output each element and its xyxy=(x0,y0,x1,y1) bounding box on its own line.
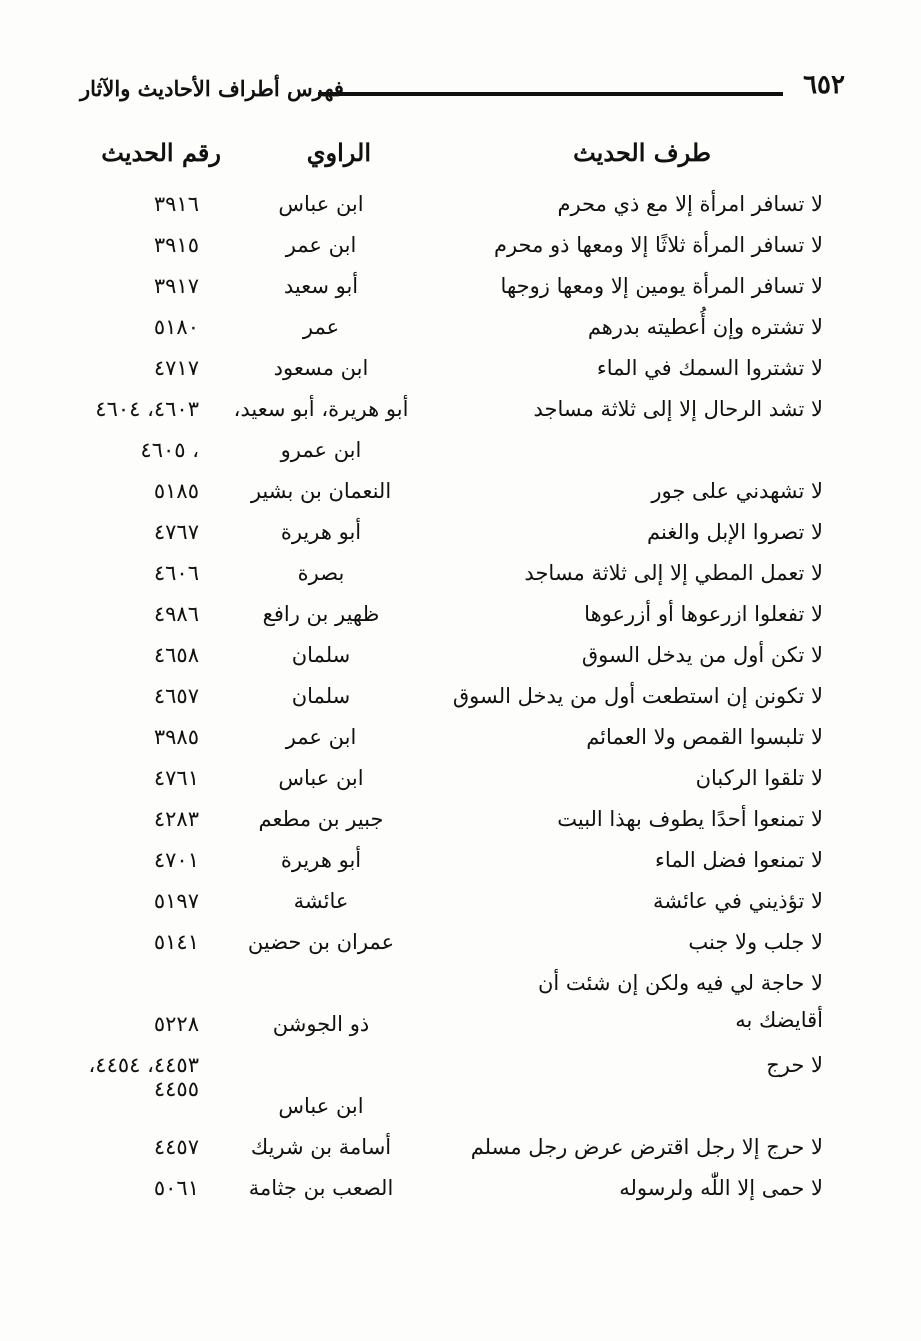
hadith-number xyxy=(154,233,199,257)
hadith-text xyxy=(597,356,823,380)
table-row xyxy=(0,641,921,682)
hadith-number-line: ٤٦٠٦ xyxy=(153,561,199,585)
narrator-name: عائشة xyxy=(293,889,349,913)
hadith-number-line: ٥١٨٥ xyxy=(153,479,199,503)
hadith-number xyxy=(95,397,199,421)
column-header-hadith: طرف الحديث xyxy=(573,138,711,167)
hadith-line: لا تسافر المرأة ثلاثًا إلا ومعها ذو محرم xyxy=(493,233,823,257)
table-row xyxy=(0,231,921,272)
narrator-name: ابن عمرو xyxy=(280,438,362,462)
narrator-name: عمران بن حضين xyxy=(247,930,395,954)
hadith-number xyxy=(154,848,199,872)
hadith-number xyxy=(154,192,199,216)
hadith-text xyxy=(588,315,823,339)
table-row xyxy=(0,559,921,600)
table-row xyxy=(0,190,921,231)
hadith-number-line: ٤٤٥٣، ٤٤٥٤، xyxy=(88,1053,199,1077)
hadith-text xyxy=(766,1053,823,1077)
table-row xyxy=(0,395,921,436)
hadith-number xyxy=(140,438,199,462)
running-head xyxy=(80,70,845,110)
table-row xyxy=(0,436,921,477)
hadith-number-line: ٤٦٥٨ xyxy=(153,643,199,667)
hadith-line: لا تلبسوا القمص ولا العمائم xyxy=(586,725,823,749)
hadith-number-line: ٤٧١٧ xyxy=(153,356,199,380)
narrator-name: النعمان بن بشير xyxy=(250,479,392,503)
hadith-line: لا تشتره وإن أُعطيته بدرهم xyxy=(587,315,823,339)
hadith-number xyxy=(154,602,199,626)
hadith-number-line: ٤٦٥٧ xyxy=(153,684,199,708)
hadith-number-line: ٤٤٥٧ xyxy=(153,1135,199,1159)
hadith-number-line: ٥١٨٠ xyxy=(153,315,199,339)
hadith-text xyxy=(524,561,823,585)
hadith-number-line: ٣٩١٥ xyxy=(153,233,199,257)
hadith-text xyxy=(688,930,823,954)
hadith-line: لا تصروا الإبل والغنم xyxy=(647,520,823,544)
hadith-line: لا حاجة لي فيه ولكن إن شئت أن xyxy=(537,971,823,995)
hadith-number-line: ٥٠٦١ xyxy=(153,1176,199,1200)
hadith-line: لا تمنعوا فضل الماء xyxy=(655,848,823,872)
hadith-line-continuation: أقايضك به xyxy=(735,1008,823,1032)
hadith-number xyxy=(89,1053,199,1101)
hadith-line: لا تكونن إن استطعت أول من يدخل السوق xyxy=(452,684,823,708)
narrator-name: ذو الجوشن xyxy=(272,1012,370,1036)
hadith-number xyxy=(154,889,199,913)
hadith-number-line: ٤٧٦١ xyxy=(153,766,199,790)
hadith-text xyxy=(494,233,823,257)
hadith-number xyxy=(154,315,199,339)
hadith-number-continuation: ٤٤٥٥ xyxy=(153,1077,199,1101)
hadith-number-line: ، ٤٦٠٥ xyxy=(140,438,199,462)
table-row xyxy=(0,354,921,395)
table-row xyxy=(0,969,921,1051)
hadith-number-line: ٥٢٢٨ xyxy=(153,1012,199,1036)
hadith-line: لا تشتروا السمك في الماء xyxy=(596,356,823,380)
narrator-name: ابن عباس xyxy=(278,192,364,216)
narrator-name: جبير بن مطعم xyxy=(258,807,384,831)
narrator-name: أبو هريرة xyxy=(280,520,362,544)
hadith-text xyxy=(651,479,823,503)
hadith-number xyxy=(154,643,199,667)
hadith-text xyxy=(501,274,823,298)
table-row xyxy=(0,272,921,313)
hadith-number xyxy=(154,479,199,503)
hadith-number xyxy=(154,274,199,298)
hadith-line: لا تعمل المطي إلا إلى ثلاثة مساجد xyxy=(524,561,823,585)
table-row xyxy=(0,1133,921,1174)
hadith-line: لا حمى إلا اللّٰه ولرسوله xyxy=(619,1176,823,1200)
column-header-number: رقم الحديث xyxy=(101,138,221,167)
narrator-name: أبو هريرة، أبو سعيد، xyxy=(233,397,409,421)
hadith-text xyxy=(647,520,823,544)
hadith-line: لا حرج إلا رجل اقترض عرض رجل مسلم xyxy=(470,1135,823,1159)
hadith-text xyxy=(471,1135,823,1159)
narrator-name: سلمان xyxy=(291,643,351,667)
hadith-number xyxy=(154,561,199,585)
table-row xyxy=(0,846,921,887)
hadith-number-line: ٤٦٠٣، ٤٦٠٤ xyxy=(95,397,199,421)
hadith-number-line: ٥١٩٧ xyxy=(153,889,199,913)
narrator-name: سلمان xyxy=(291,684,351,708)
hadith-text xyxy=(538,971,823,1032)
table-row xyxy=(0,477,921,518)
narrator-name: ابن عمر xyxy=(285,233,357,257)
hadith-line: لا تشهدني على جور xyxy=(651,479,823,503)
hadith-number-line: ٣٩٨٥ xyxy=(153,725,199,749)
hadith-line: لا تشد الرحال إلا إلى ثلاثة مساجد xyxy=(533,397,823,421)
narrator-name: عمر xyxy=(302,315,340,339)
hadith-text xyxy=(557,807,823,831)
hadith-number xyxy=(154,520,199,544)
table-row xyxy=(0,518,921,559)
hadith-line: لا تلقوا الركبان xyxy=(695,766,823,790)
table-row xyxy=(0,764,921,805)
table-row xyxy=(0,805,921,846)
header-rule xyxy=(318,92,783,96)
hadith-number xyxy=(154,1135,199,1159)
table-row xyxy=(0,682,921,723)
narrator-name: ابن عباس xyxy=(278,766,364,790)
index-table xyxy=(0,190,921,1215)
hadith-number-line: ٣٩١٦ xyxy=(153,192,199,216)
hadith-line: لا تؤذيني في عائشة xyxy=(652,889,823,913)
hadith-text xyxy=(557,192,823,216)
hadith-number xyxy=(154,1012,199,1036)
table-row xyxy=(0,600,921,641)
hadith-line: لا جلب ولا جنب xyxy=(688,930,823,954)
hadith-line: لا تسافر المرأة يومين إلا ومعها زوجها xyxy=(500,274,823,298)
narrator-name: أسامة بن شريك xyxy=(250,1135,392,1159)
hadith-number-line: ٤٢٨٣ xyxy=(153,807,199,831)
table-row xyxy=(0,313,921,354)
hadith-number-line: ٤٧٦٧ xyxy=(153,520,199,544)
hadith-line: لا تمنعوا أحدًا يطوف بهذا البيت xyxy=(557,807,823,831)
hadith-number xyxy=(154,684,199,708)
hadith-line: لا حرج xyxy=(766,1053,823,1077)
table-row xyxy=(0,887,921,928)
hadith-number xyxy=(154,766,199,790)
hadith-text xyxy=(534,397,824,421)
hadith-text xyxy=(582,643,823,667)
hadith-number-line: ٣٩١٧ xyxy=(153,274,199,298)
narrator-name: ابن عمر xyxy=(285,725,357,749)
page-title: فهرس أطراف الأحاديث والآثار xyxy=(80,76,344,101)
hadith-line: لا تكن أول من يدخل السوق xyxy=(581,643,823,667)
hadith-number xyxy=(154,1176,199,1200)
hadith-number xyxy=(154,725,199,749)
narrator-name: أبو هريرة xyxy=(280,848,362,872)
hadith-text xyxy=(584,602,823,626)
hadith-line: لا تفعلوا ازرعوها أو أزرعوها xyxy=(584,602,823,626)
table-row xyxy=(0,928,921,969)
hadith-number xyxy=(154,356,199,380)
narrator-name: ابن مسعود xyxy=(273,356,369,380)
narrator-name: الصعب بن جثامة xyxy=(248,1176,394,1200)
hadith-line: لا تسافر امرأة إلا مع ذي محرم xyxy=(557,192,823,216)
column-header-narrator: الراوي xyxy=(306,138,371,167)
hadith-text xyxy=(453,684,823,708)
table-row xyxy=(0,1174,921,1215)
hadith-number-line: ٤٩٨٦ xyxy=(153,602,199,626)
hadith-number-line: ٤٧٠١ xyxy=(153,848,199,872)
narrator-name: ابن عباس xyxy=(278,1094,364,1118)
narrator-name: بصرة xyxy=(297,561,345,585)
table-row xyxy=(0,723,921,764)
hadith-number xyxy=(154,930,199,954)
hadith-text xyxy=(586,725,823,749)
column-headers xyxy=(0,138,921,178)
narrator-name: ظهير بن رافع xyxy=(262,602,380,626)
hadith-text xyxy=(696,766,823,790)
hadith-text xyxy=(655,848,823,872)
hadith-number xyxy=(154,807,199,831)
hadith-text xyxy=(619,1176,823,1200)
hadith-text xyxy=(653,889,823,913)
narrator-name: أبو سعيد xyxy=(283,274,359,298)
hadith-number-line: ٥١٤١ xyxy=(153,930,199,954)
table-row xyxy=(0,1051,921,1133)
page-number: ٦٥٢ xyxy=(803,70,845,100)
